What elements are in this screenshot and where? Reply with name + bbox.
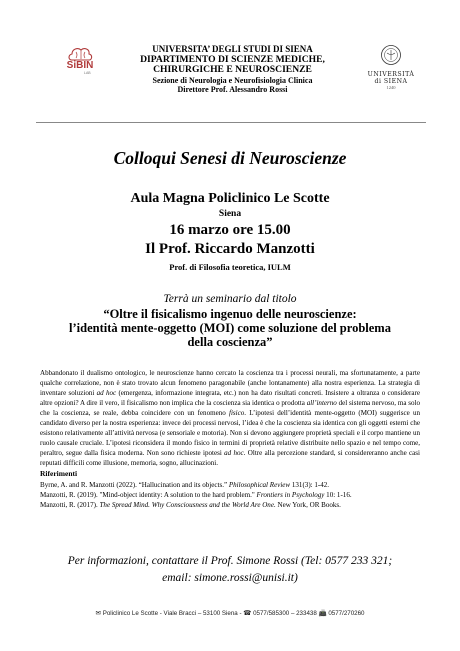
unisi-name-1: UNIVERSITÀ <box>367 71 415 78</box>
footer <box>0 609 460 617</box>
venue: Aula Magna Policlinico Le Scotte <box>130 191 330 206</box>
abstract-emphasis: all’interno <box>306 399 337 407</box>
abstract-paragraph <box>40 368 420 468</box>
reference-text: Byrne, A. and R. Manzotti (2022). “Hallucination and its objects.” <box>40 481 229 489</box>
talk-title <box>50 307 410 349</box>
abstract-emphasis: fisico <box>228 409 245 417</box>
logo-text: SiBIN <box>66 60 94 71</box>
unisi-name-2: di SIENA <box>374 78 408 85</box>
footer-fax: 0577/270260 <box>328 610 365 617</box>
reference-text: New York, OR Books. <box>275 501 341 509</box>
speaker-role: Prof. di Filosofia teoretica, IULM <box>169 262 291 272</box>
institution-header <box>110 44 355 95</box>
reference-text: Manzotti, R. (2019). "Mind-object identity: A solution to the hard problem." <box>40 491 257 499</box>
city: Siena <box>218 209 242 219</box>
department-line-1: DIPARTIMENTO DI SCIENZE MEDICHE, <box>140 53 325 65</box>
abstract-text: . L’ipotesi dell’identità mente-oggetto (MOI) suggerisce un candidato diverso per la nostra esperienza: invece dei processi nervosi, l’idea è che la coscienza sia identica con gli oggetti esterni che esistono relativamente all’attività nervosa (e sensoriale e motoria). Non si devono aggiungere proprietà speciali e il corpo mantiene un ruolo causale cruciale. L’ipotesi riconsidera il mondo fisico in termini di proprietà relative distribuite nello spazio e nel tempo come, peraltro, segue dalla fisica moderna. Non sono richieste ipotesi <box>40 409 420 457</box>
contact-line-1: Per informazioni, contattare il Prof. Simone Rossi (Tel: 0577 233 321; <box>67 555 393 567</box>
references-list <box>40 480 420 510</box>
header-divider <box>36 122 426 123</box>
speaker-name: Il Prof. Riccardo Manzotti <box>145 241 315 257</box>
abstract-emphasis: ad hoc <box>96 389 117 397</box>
unisi-logo <box>366 44 416 96</box>
director-name: Direttore Prof. Alessandro Rossi <box>177 85 288 94</box>
sibin-lab-logo <box>58 46 102 76</box>
reference-item <box>40 500 420 510</box>
abstract-text: . Oltre alla percezione standard, si considereranno anche casi reputati difficili come illusione, memoria, sogno, allucinazioni. <box>40 449 421 467</box>
university-name: UNIVERSITA’ DEGLI STUDI DI SIENA <box>152 44 313 54</box>
footer-address: Policlinico Le Scotte - Viale Bracci – 53100 Siena - <box>102 610 242 617</box>
abstract-emphasis: ad hoc <box>224 449 244 457</box>
series-title: Colloqui Senesi di Neuroscienze <box>113 148 347 168</box>
section-name: Sezione di Neurologia e Neurofisiologia Clinica <box>152 75 313 85</box>
reference-journal: Philosophical Review <box>228 481 291 489</box>
fax-icon: 📠 <box>318 610 327 617</box>
abstract-text: (emergenza, informazione integrata, etc.) non ha dato risultati concreti. Insistere a oltranza o considerare altre opzioni? A dire il vero, il fisicalismo non implica che la coscienza sia identica o prodotta <box>40 389 421 407</box>
envelope-icon: ✉ <box>95 610 101 617</box>
talk-title-line-2: l’identità mente-oggetto (MOI) come soluzione del problema <box>69 321 391 335</box>
contact-line-2: email: simone.rossi@unisi.it) <box>162 571 298 584</box>
seminar-intro: Terrà un seminario dal titolo <box>163 293 297 305</box>
footer-phone: 0577/585300 – 233438 <box>253 610 317 617</box>
seal-icon <box>380 44 402 66</box>
date-time: 16 marzo ore 15.00 <box>169 222 291 238</box>
reference-text: Manzotti, R. (2017). <box>40 501 100 509</box>
logo-sub: LAB <box>84 71 91 75</box>
reference-text: 131(3): 1-42. <box>290 481 330 489</box>
abstract-text: Abbandonato il dualismo ontologico, le neuroscienze hanno cercato la coscienza tra i processi neurali, ma sfortunatamente, a parte qualche correlazione, non è stato trovato alcun fenomeno paragonabile (anche lontanamente) alla nostra esperienza. La strategia di inventare soluzioni <box>40 369 420 397</box>
unisi-year: 1240 <box>386 85 396 90</box>
talk-title-line-3: della coscienza” <box>187 335 273 349</box>
reference-journal: Frontiers in Psychology <box>256 491 325 499</box>
reference-journal: The Spread Mind. Why Consciousness and the World Are One. <box>99 501 276 509</box>
references-heading: Riferimenti <box>40 469 78 478</box>
department-line-2: CHIRURGICHE E NEUROSCIENZE <box>153 64 312 75</box>
abstract-text: del sistema nervoso, ma solo che la coscienza, se reale, debba coincidere con un fenomeno <box>40 399 420 417</box>
reference-item <box>40 490 420 500</box>
reference-item <box>40 480 420 490</box>
talk-title-line-1: “Oltre il fisicalismo ingenuo delle neuroscienze: <box>103 307 357 321</box>
phone-icon: ☎ <box>243 610 252 617</box>
contact-info <box>40 553 420 586</box>
reference-text: 10: 1-16. <box>324 491 352 499</box>
